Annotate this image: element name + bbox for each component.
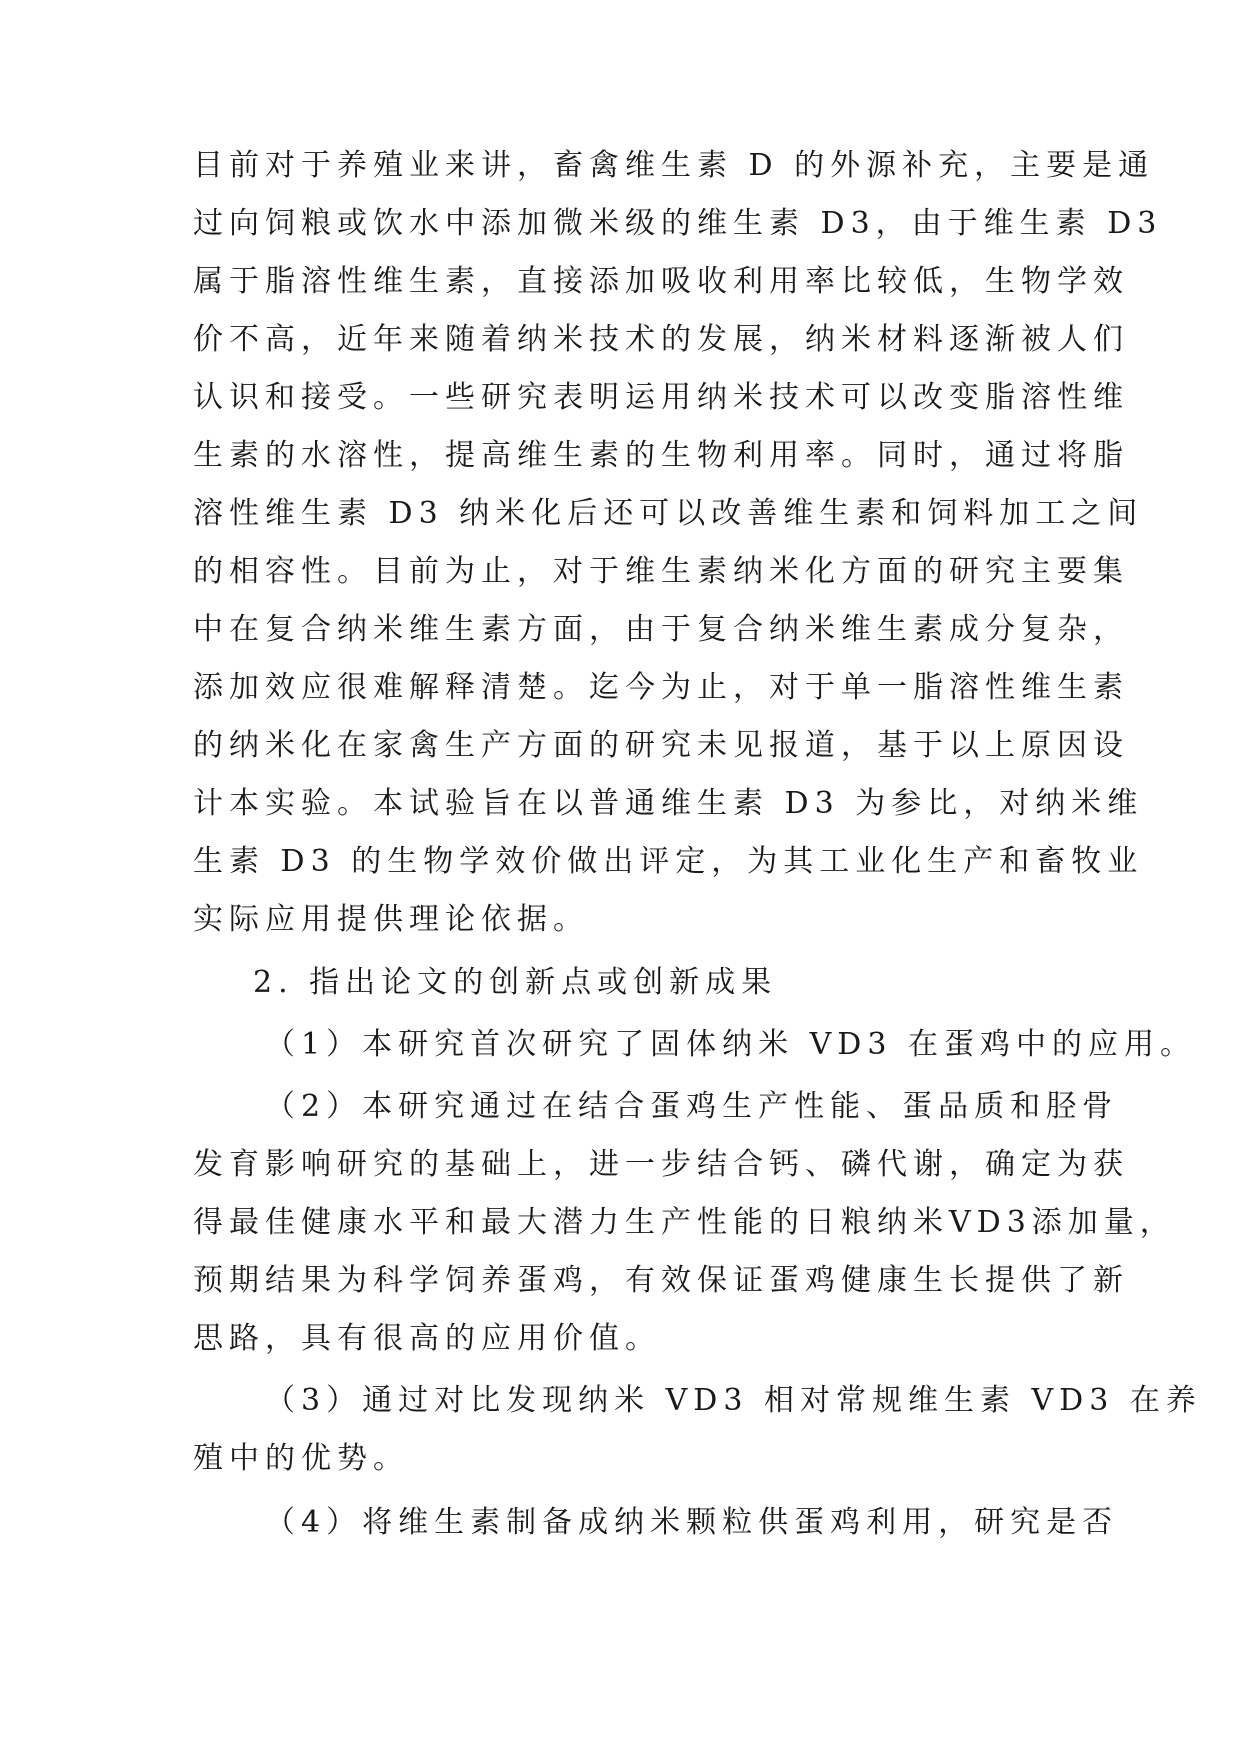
paragraph-line: 的相容性。目前为止，对于维生素纳米化方面的研究主要集: [193, 554, 1129, 589]
innovation-item-2-line: 发育影响研究的基础上，进一步结合钙、磷代谢，确定为获: [193, 1147, 1129, 1182]
innovation-item-2-line: 预期结果为科学饲养蛋鸡，有效保证蛋鸡健康生长提供了新: [193, 1263, 1129, 1298]
paragraph-line: 生素 D3 的生物学效价做出评定，为其工业化生产和畜牧业: [193, 844, 1144, 879]
paragraph-line: 溶性维生素 D3 纳米化后还可以改善维生素和饲料加工之间: [193, 496, 1144, 531]
innovation-item-3: （3）通过对比发现纳米 VD3 相对常规维生素 VD3 在养: [265, 1383, 1202, 1418]
innovation-item-4: （4）将维生素制备成纳米颗粒供蛋鸡利用，研究是否: [265, 1505, 1119, 1540]
paragraph-line: 过向饲粮或饮水中添加微米级的维生素 D3，由于维生素 D3: [193, 206, 1163, 241]
paragraph-line: 价不高，近年来随着纳米技术的发展，纳米材料逐渐被人们: [193, 322, 1129, 357]
paragraph-line: 认识和接受。一些研究表明运用纳米技术可以改变脂溶性维: [193, 380, 1129, 415]
paragraph-line: 目前对于养殖业来讲，畜禽维生素 D 的外源补充，主要是通: [193, 148, 1155, 183]
section-heading: 2. 指出论文的创新点或创新成果: [253, 965, 778, 1000]
paragraph-line: 实际应用提供理论依据。: [193, 902, 589, 937]
paragraph-line: 计本实验。本试验旨在以普通维生素 D3 为参比，对纳米维: [193, 786, 1144, 821]
innovation-item-2: （2）本研究通过在结合蛋鸡生产性能、蛋品质和胫骨: [265, 1089, 1119, 1124]
paragraph-line: 添加效应很难解释清楚。迄今为止，对于单一脂溶性维生素: [193, 670, 1129, 705]
paragraph-line: 的纳米化在家禽生产方面的研究未见报道，基于以上原因设: [193, 728, 1129, 763]
innovation-item-3-line: 殖中的优势。: [193, 1441, 409, 1476]
innovation-item-1: （1）本研究首次研究了固体纳米 VD3 在蛋鸡中的应用。: [265, 1027, 1196, 1062]
paragraph-line: 属于脂溶性维生素，直接添加吸收利用率比较低，生物学效: [193, 264, 1129, 299]
paragraph-line: 中在复合纳米维生素方面，由于复合纳米维生素成分复杂，: [193, 612, 1129, 647]
innovation-item-2-line: 得最佳健康水平和最大潜力生产性能的日粮纳米VD3添加量，: [193, 1205, 1176, 1240]
innovation-item-2-line: 思路，具有很高的应用价值。: [193, 1321, 661, 1356]
paragraph-line: 生素的水溶性，提高维生素的生物利用率。同时，通过将脂: [193, 438, 1129, 473]
